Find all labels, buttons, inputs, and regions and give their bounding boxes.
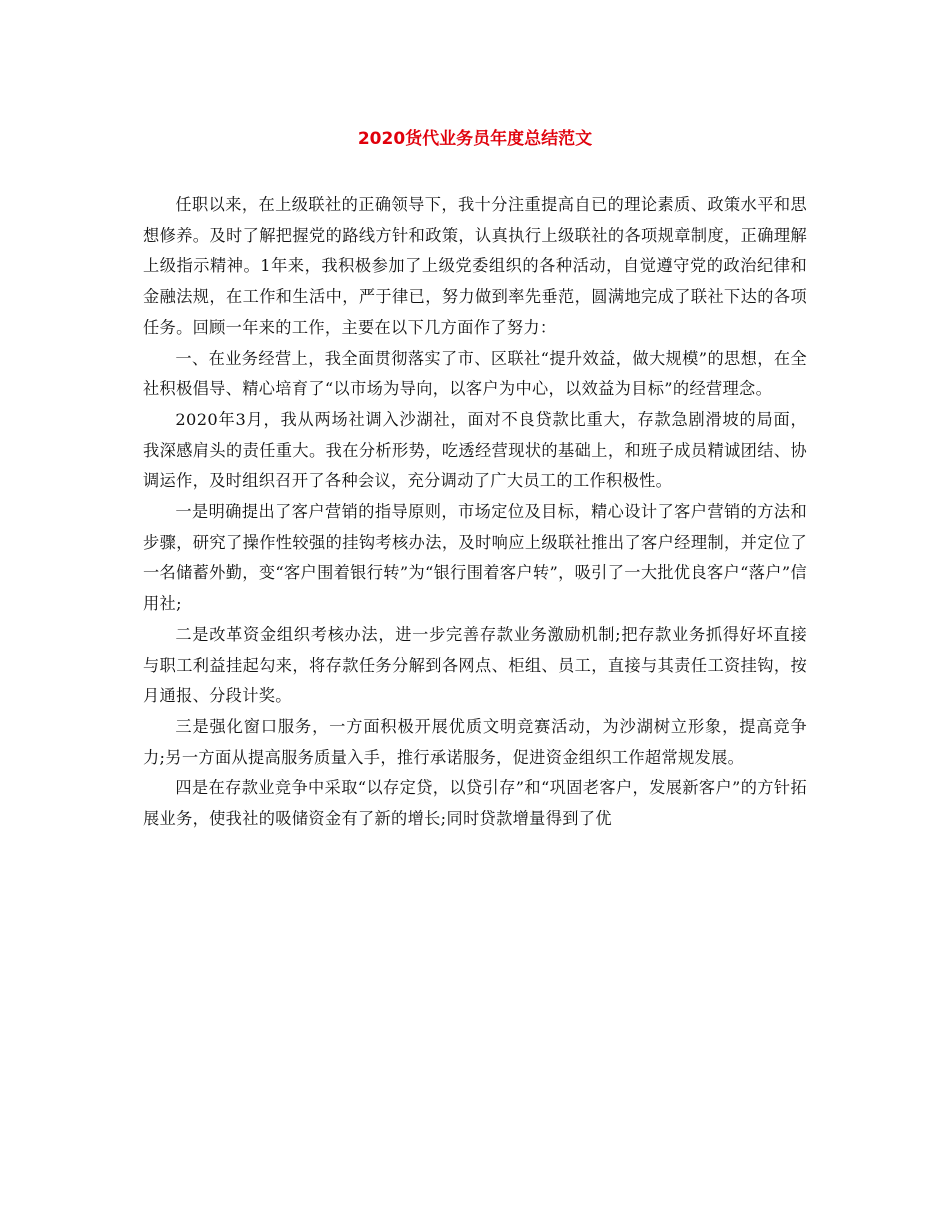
- document-body: [143, 190, 807, 835]
- paragraph: 一是明确提出了客户营销的指导原则，市场定位及目标，精心设计了客户营销的方法和步骤，研究了操作性较强的挂钩考核办法，及时响应上级联社推出了客户经理制，并定位了一名储蓄外勤，变“客户围着银行转”为“银行围着客户转”，吸引了一大批优良客户“落户”信用社;: [143, 502, 807, 614]
- paragraph: 任职以来，在上级联社的正确领导下，我十分注重提高自已的理论素质、政策水平和思想修养。及时了解把握党的路线方针和政策，认真执行上级联社的各项规章制度，正确理解上级指示精神。1年来，我积极参加了上级党委组织的各种活动，自觉遵守党的政治纪律和金融法规，在工作和生活中，严于律已，努力做到率先垂范，圆满地完成了联社下达的各项任务。回顾一年来的工作，主要在以下几方面作了努力：: [143, 195, 807, 337]
- paragraph: 二是改革资金组织考核办法，进一步完善存款业务激励机制;把存款业务抓得好坏直接与职工利益挂起勾来，将存款任务分解到各网点、柜组、员工，直接与其责任工资挂钩，按月通报、分段计奖。: [143, 624, 807, 706]
- document-title: 2020货代业务员年度总结范文: [357, 129, 593, 149]
- paragraph: 2020年3月，我从两场社调入沙湖社，面对不良贷款比重大，存款急剧滑坡的局面，我深感肩头的责任重大。我在分析形势，吃透经营现状的基础上，和班子成员精诚团结、协调运作，及时组织召开了各种会议，充分调动了广大员工的工作积极性。: [143, 409, 807, 491]
- paragraph: 三是强化窗口服务，一方面积极开展优质文明竞赛活动，为沙湖树立形象，提高竞争力;另一方面从提高服务质量入手，推行承诺服务，促进资金组织工作超常规发展。: [143, 716, 807, 767]
- paragraph: 一、在业务经营上，我全面贯彻落实了市、区联社“提升效益，做大规模”的思想，在全社积极倡导、精心培育了“以市场为导向，以客户为中心，以效益为目标”的经营理念。: [143, 348, 807, 399]
- paragraph: 四是在存款业竞争中采取“以存定贷，以贷引存”和“巩固老客户，发展新客户”的方针拓展业务，使我社的吸储资金有了新的增长;同时贷款增量得到了优: [143, 778, 807, 829]
